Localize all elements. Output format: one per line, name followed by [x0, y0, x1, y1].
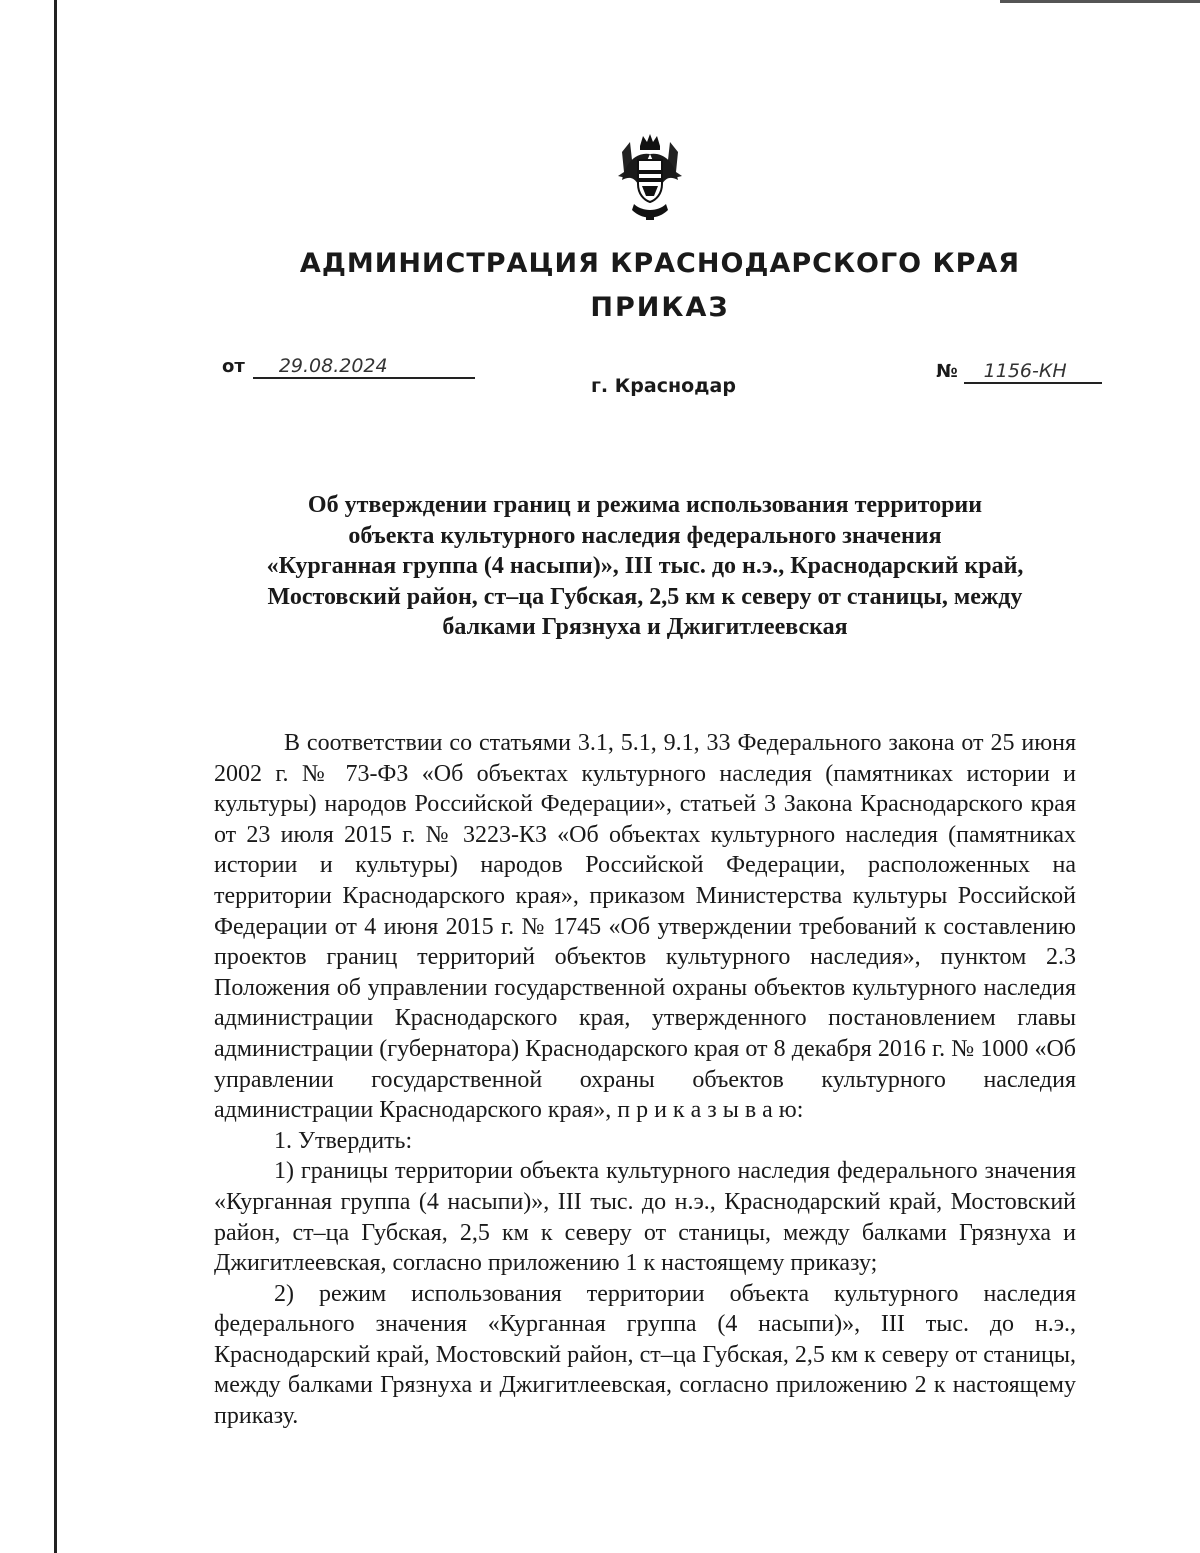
date-row	[222, 355, 475, 379]
coat-of-arms-icon	[612, 132, 688, 224]
subject-line: «Курганная группа (4 насыпи)», III тыс. до н.э., Краснодарский край,	[266, 553, 1024, 579]
subject-line: Об утверждении границ и режима использования территории	[307, 492, 983, 518]
date-label: от	[222, 356, 245, 377]
number-value: 1156-КН	[964, 360, 1102, 384]
date-value: 29.08.2024	[253, 355, 475, 379]
document-type: ПРИКАЗ	[590, 292, 730, 323]
organization-title: АДМИНИСТРАЦИЯ КРАСНОДАРСКОГО КРАЯ	[299, 248, 1021, 279]
document-body	[214, 728, 1076, 1432]
preamble-paragraph: В соответствии со статьями 3.1, 5.1, 9.1, 33 Федерального закона от 25 июня 2002 г. № 73-ФЗ «Об объектах культурного наследия (памятниках истории и культуры) народов Российской Федерации», статьей 3 Закона Краснодарского края от 23 июля 2015 г. № 3223-КЗ «Об объектах культурного наследия (памятниках истории и культуры) народов Российской Федерации, расположенных на территории Краснодарского края», приказом Министерства культуры Российской Федерации от 4 июня 2015 г. № 1745 «Об утверждении требований к составлению проектов границ территорий объектов культурного наследия», пунктом 2.3 Положения об управлении государственной охраны объектов культурного наследия администрации Краснодарского края, утвержденного постановлением главы администрации (губернатора) Краснодарского края от 8 декабря 2016 г. № 1000 «Об управлении государственной охраны объектов культурного наследия администрации Краснодарского края», п р и к а з ы в а ю:	[214, 730, 1076, 1124]
subject-line: балками Грязнуха и Джигитлеевская	[442, 614, 848, 640]
number-label: №	[936, 361, 958, 382]
scan-edge-top	[1000, 0, 1200, 3]
scan-edge-left	[54, 0, 57, 1553]
item-1-2: 2) режим использования территории объекта культурного наследия федерального значения «Курганная группа (4 насыпи)», III тыс. до н.э., Краснодарский край, Мостовский район, ст–ца Губская, 2,5 км к северу от станицы, между балками Грязнуха и Джигитлеевская, согласно приложению 2 к настоящему приказу.	[214, 1280, 1076, 1430]
item-1: 1. Утвердить:	[274, 1127, 413, 1154]
item-1-1: 1) границы территории объекта культурного наследия федерального значения «Курганная группа (4 насыпи)», III тыс. до н.э., Краснодарский край, Мостовский район, ст–ца Губская, 2,5 км к северу от станицы, между балками Грязнуха и Джигитлеевская, согласно приложению 1 к настоящему приказу;	[214, 1158, 1076, 1277]
subject-line: объекта культурного наследия федерального значения	[348, 522, 942, 549]
city: г. Краснодар	[591, 375, 736, 397]
document-subject	[200, 490, 1090, 643]
subject-line: Мостовский район, ст–ца Губская, 2,5 км к северу от станицы, между	[267, 583, 1023, 610]
number-row	[936, 360, 1102, 384]
